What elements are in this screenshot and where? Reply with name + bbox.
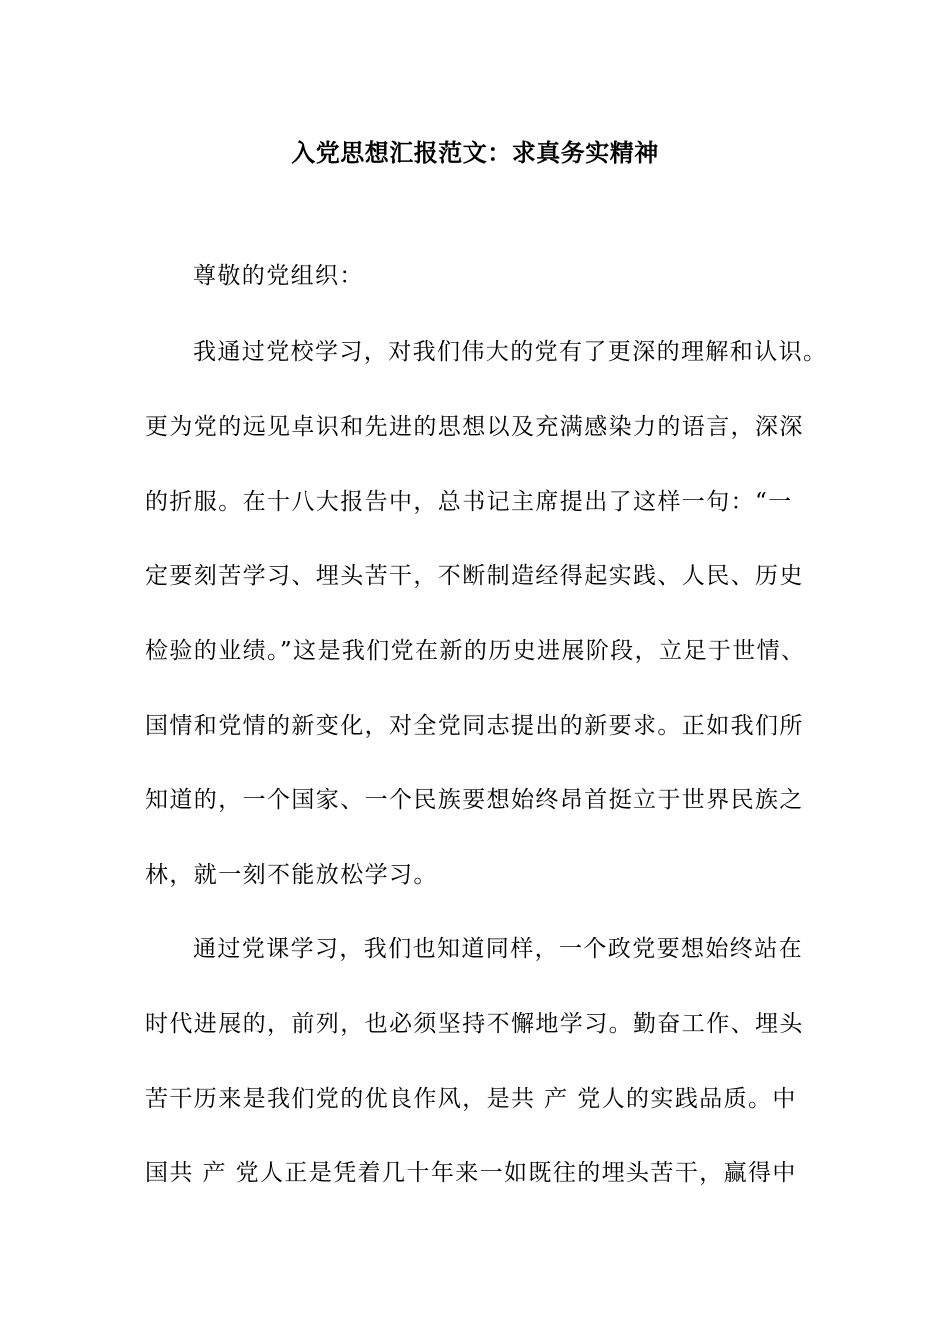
paragraph-line: 林，就一刻不能放松学习。 [145, 862, 438, 888]
salutation: 尊敬的党组织： [193, 263, 364, 289]
paragraph-line: 我通过党校学习，对我们伟大的党有了更深的理解和认识。 [193, 339, 828, 365]
paragraph-line: 更为党的远见卓识和先进的思想以及充满感染力的语言，深深 [145, 414, 804, 440]
paragraph-line: 检验的业绩。”这是我们党在新的历史进展阶段，立足于世情、 [145, 638, 806, 664]
paragraph-line: 的折服。在十八大报告中，总书记主席提出了这样一句：“一 [145, 489, 793, 515]
paragraph-line: 国情和党情的新变化，对全党同志提出的新要求。正如我们所 [145, 713, 804, 739]
document-title: 入党思想汇报范文：求真务实精神 [291, 138, 659, 167]
paragraph-line: 通过党课学习，我们也知道同样，一个政党要想始终站在 [193, 936, 803, 962]
paragraph-line: 定要刻苦学习、埋头苦干，不断制造经得起实践、人民、历史 [145, 563, 804, 589]
paragraph-line: 苦干历来是我们党的优良作风，是共 产 党人的实践品质。中 [145, 1086, 797, 1112]
paragraph-line: 国共 产 党人正是凭着几十年来一如既往的埋头苦干，赢得中 [145, 1160, 797, 1186]
paragraph-line: 知道的，一个国家、一个民族要想始终昂首挺立于世界民族之 [145, 787, 804, 813]
paragraph-line: 时代进展的，前列，也必须坚持不懈地学习。勤奋工作、埋头 [145, 1011, 804, 1037]
